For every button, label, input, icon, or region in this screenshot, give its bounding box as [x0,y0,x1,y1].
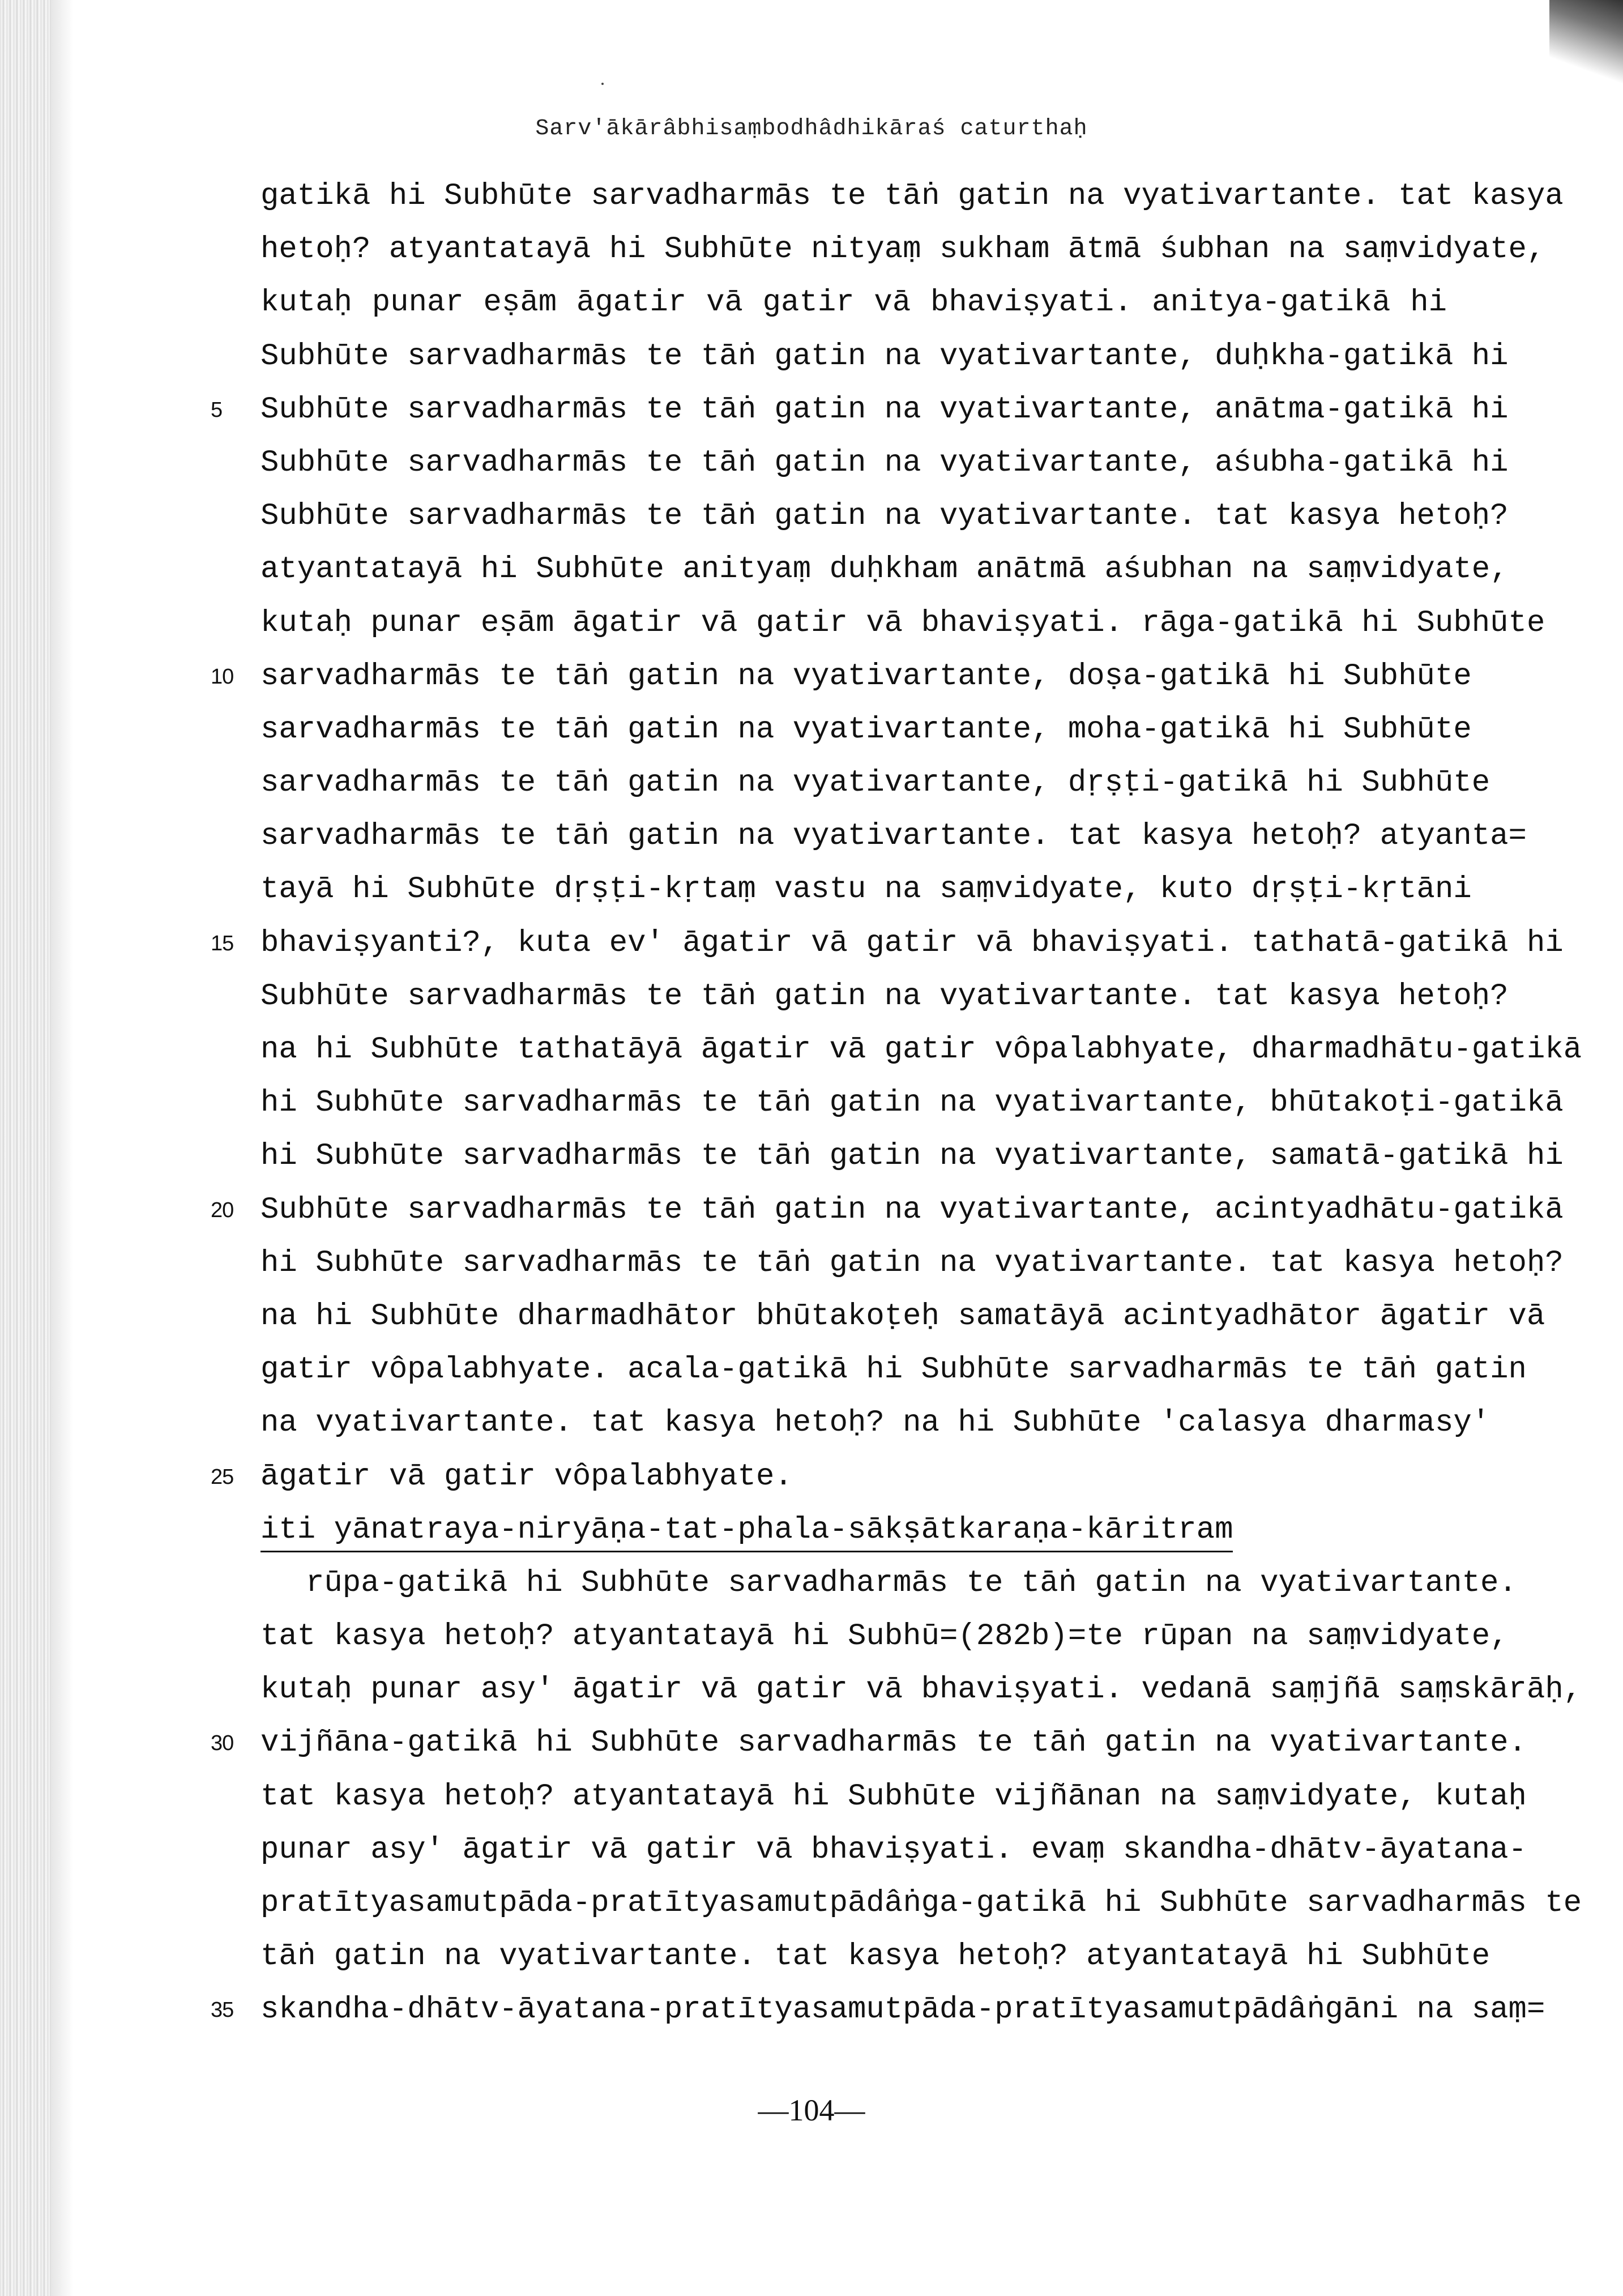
body-text [211,170,1582,2037]
line-number: 15 [211,931,234,955]
line-number: 30 [211,1731,234,1756]
text-line [211,383,1509,437]
text-line [211,1983,1545,2037]
line-number: 20 [211,1198,234,1222]
line-text: tayā hi Subhūte dṛṣṭi-kṛtaṃ vastu na saṃvidyate, kuto dṛṣṭi-kṛtāni [260,872,1472,907]
text-line [260,543,1509,596]
line-text: Subhūte sarvadharmās te tāṅ gatin na vyativartante, acintyadhātu-gatikā [260,1192,1564,1227]
text-line [211,1184,1564,1237]
line-text: tāṅ gatin na vyativartante. tat kasya hetoḥ? atyantatayā hi Subhūte [260,1939,1490,1974]
line-text: gatikā hi Subhūte sarvadharmās te tāṅ gatin na vyativartante. tat kasya [260,179,1564,214]
line-text: rūpa-gatikā hi Subhūte sarvadharmās te tāṅ gatin na vyativartante. [306,1565,1517,1601]
text-line [260,1663,1582,1717]
line-number: 25 [211,1465,234,1489]
gutter-shadow [51,0,74,2296]
section-heading: iti yānatraya-niryāṇa-tat-phala-sākṣātkaraṇa-kāritram [260,1513,1233,1552]
line-text: na hi Subhūte tathatāyā āgatir vā gatir vôpalabhyate, dharmadhātu-gatikā [260,1032,1582,1067]
text-line [260,1930,1490,1983]
text-line [260,970,1509,1023]
line-text: kutaḥ punar eṣām āgatir vā gatir vā bhaviṣyati. anitya-gatikā hi [260,285,1447,321]
line-text: Subhūte sarvadharmās te tāṅ gatin na vyativartante, aśubha-gatikā hi [260,445,1509,480]
line-text: vijñāna-gatikā hi Subhūte sarvadharmās te tāṅ gatin na vyativartante. [260,1726,1527,1761]
line-text: Subhūte sarvadharmās te tāṅ gatin na vyativartante. tat kasya hetoḥ? [260,499,1509,534]
text-line [260,1397,1490,1450]
text-line [211,650,1472,703]
line-text: hi Subhūte sarvadharmās te tāṅ gatin na vyativartante. tat kasya hetoḥ? [260,1245,1564,1281]
line-text: sarvadharmās te tāṅ gatin na vyativartante, dṛṣṭi-gatikā hi Subhūte [260,766,1490,801]
line-text: punar asy' āgatir vā gatir vā bhaviṣyati. evaṃ skandha-dhātv-āyatana- [260,1832,1527,1867]
line-text: skandha-dhātv-āyatana-pratītyasamutpāda-pratītyasamutpādâṅgāni na saṃ= [260,1992,1545,2028]
text-line [260,1130,1564,1183]
line-text: Subhūte sarvadharmās te tāṅ gatin na vyativartante. tat kasya hetoḥ? [260,979,1509,1014]
paper-speck [601,83,604,85]
line-text: tat kasya hetoḥ? atyantatayā hi Subhūte vijñānan na saṃvidyate, kutaḥ [260,1779,1527,1814]
line-text: sarvadharmās te tāṅ gatin na vyativartante, doṣa-gatikā hi Subhūte [260,659,1472,694]
line-text: āgatir vā gatir vôpalabhyate. [260,1459,793,1494]
line-text: hi Subhūte sarvadharmās te tāṅ gatin na vyativartante, bhūtakoṭi-gatikā [260,1086,1564,1121]
line-text: tat kasya hetoḥ? atyantatayā hi Subhū=(282b)=te rūpan na saṃvidyate, [260,1619,1509,1654]
text-line [260,330,1509,383]
line-text: bhaviṣyanti?, kuta ev' āgatir vā gatir vā bhaviṣyati. tathatā-gatikā hi [260,925,1564,961]
running-head: Sarv'ākārâbhisaṃbodhâdhikāraś caturthaḥ [535,116,1088,142]
text-line [260,276,1447,330]
text-line [260,490,1509,543]
text-line [260,1877,1582,1930]
line-text: atyantatayā hi Subhūte anityaṃ duḥkham anātmā aśubhan na saṃvidyate, [260,552,1509,587]
text-line [260,1343,1527,1397]
line-text: na hi Subhūte dharmadhātor bhūtakoṭeḥ samatāyā acintyadhātor āgatir vā [260,1299,1545,1334]
line-text: kutaḥ punar eṣām āgatir vā gatir vā bhaviṣyati. rāga-gatikā hi Subhūte [260,605,1545,641]
text-line [260,1237,1564,1290]
line-text: kutaḥ punar asy' āgatir vā gatir vā bhaviṣyati. vedanā saṃjñā saṃskārāḥ, [260,1672,1582,1708]
line-text: pratītyasamutpāda-pratītyasamutpādâṅga-gatikā hi Subhūte sarvadharmās te [260,1886,1582,1921]
text-line [260,863,1472,916]
text-line [260,810,1527,863]
text-line [260,223,1545,276]
line-text: sarvadharmās te tāṅ gatin na vyativartante, moha-gatikā hi Subhūte [260,712,1472,747]
line-number: 5 [211,398,223,422]
text-line [260,1770,1527,1824]
text-line [260,437,1509,490]
text-line [260,1290,1545,1343]
text-line [260,1023,1582,1077]
line-number: 10 [211,664,234,689]
page-corner-shadow [1549,0,1623,113]
text-line [211,917,1564,970]
text-line [260,1824,1527,1877]
text-line [260,1610,1509,1663]
line-text: hetoḥ? atyantatayā hi Subhūte nityaṃ sukham ātmā śubhan na saṃvidyate, [260,232,1545,267]
line-text: Subhūte sarvadharmās te tāṅ gatin na vyativartante, duḥkha-gatikā hi [260,339,1509,374]
line-text: gatir vôpalabhyate. acala-gatikā hi Subhūte sarvadharmās te tāṅ gatin [260,1352,1527,1388]
book-binding-shadow [0,0,51,2296]
line-text: hi Subhūte sarvadharmās te tāṅ gatin na vyativartante, samatā-gatikā hi [260,1139,1564,1174]
section-heading-line [260,1504,1447,1557]
text-line [260,1557,1517,1610]
line-text: na vyativartante. tat kasya hetoḥ? na hi Subhūte 'calasya dharmasy' [260,1406,1490,1441]
text-line [260,1077,1564,1130]
text-line [260,170,1564,223]
text-line [260,757,1490,810]
text-line [211,1450,1447,1504]
text-line [260,597,1545,650]
text-line [211,1717,1527,1770]
page-number: —104— [758,2093,865,2127]
line-text: Subhūte sarvadharmās te tāṅ gatin na vyativartante, anātma-gatikā hi [260,392,1509,427]
text-line [260,703,1472,757]
line-number: 35 [211,1998,234,2022]
line-text: sarvadharmās te tāṅ gatin na vyativartante. tat kasya hetoḥ? atyanta= [260,819,1527,854]
